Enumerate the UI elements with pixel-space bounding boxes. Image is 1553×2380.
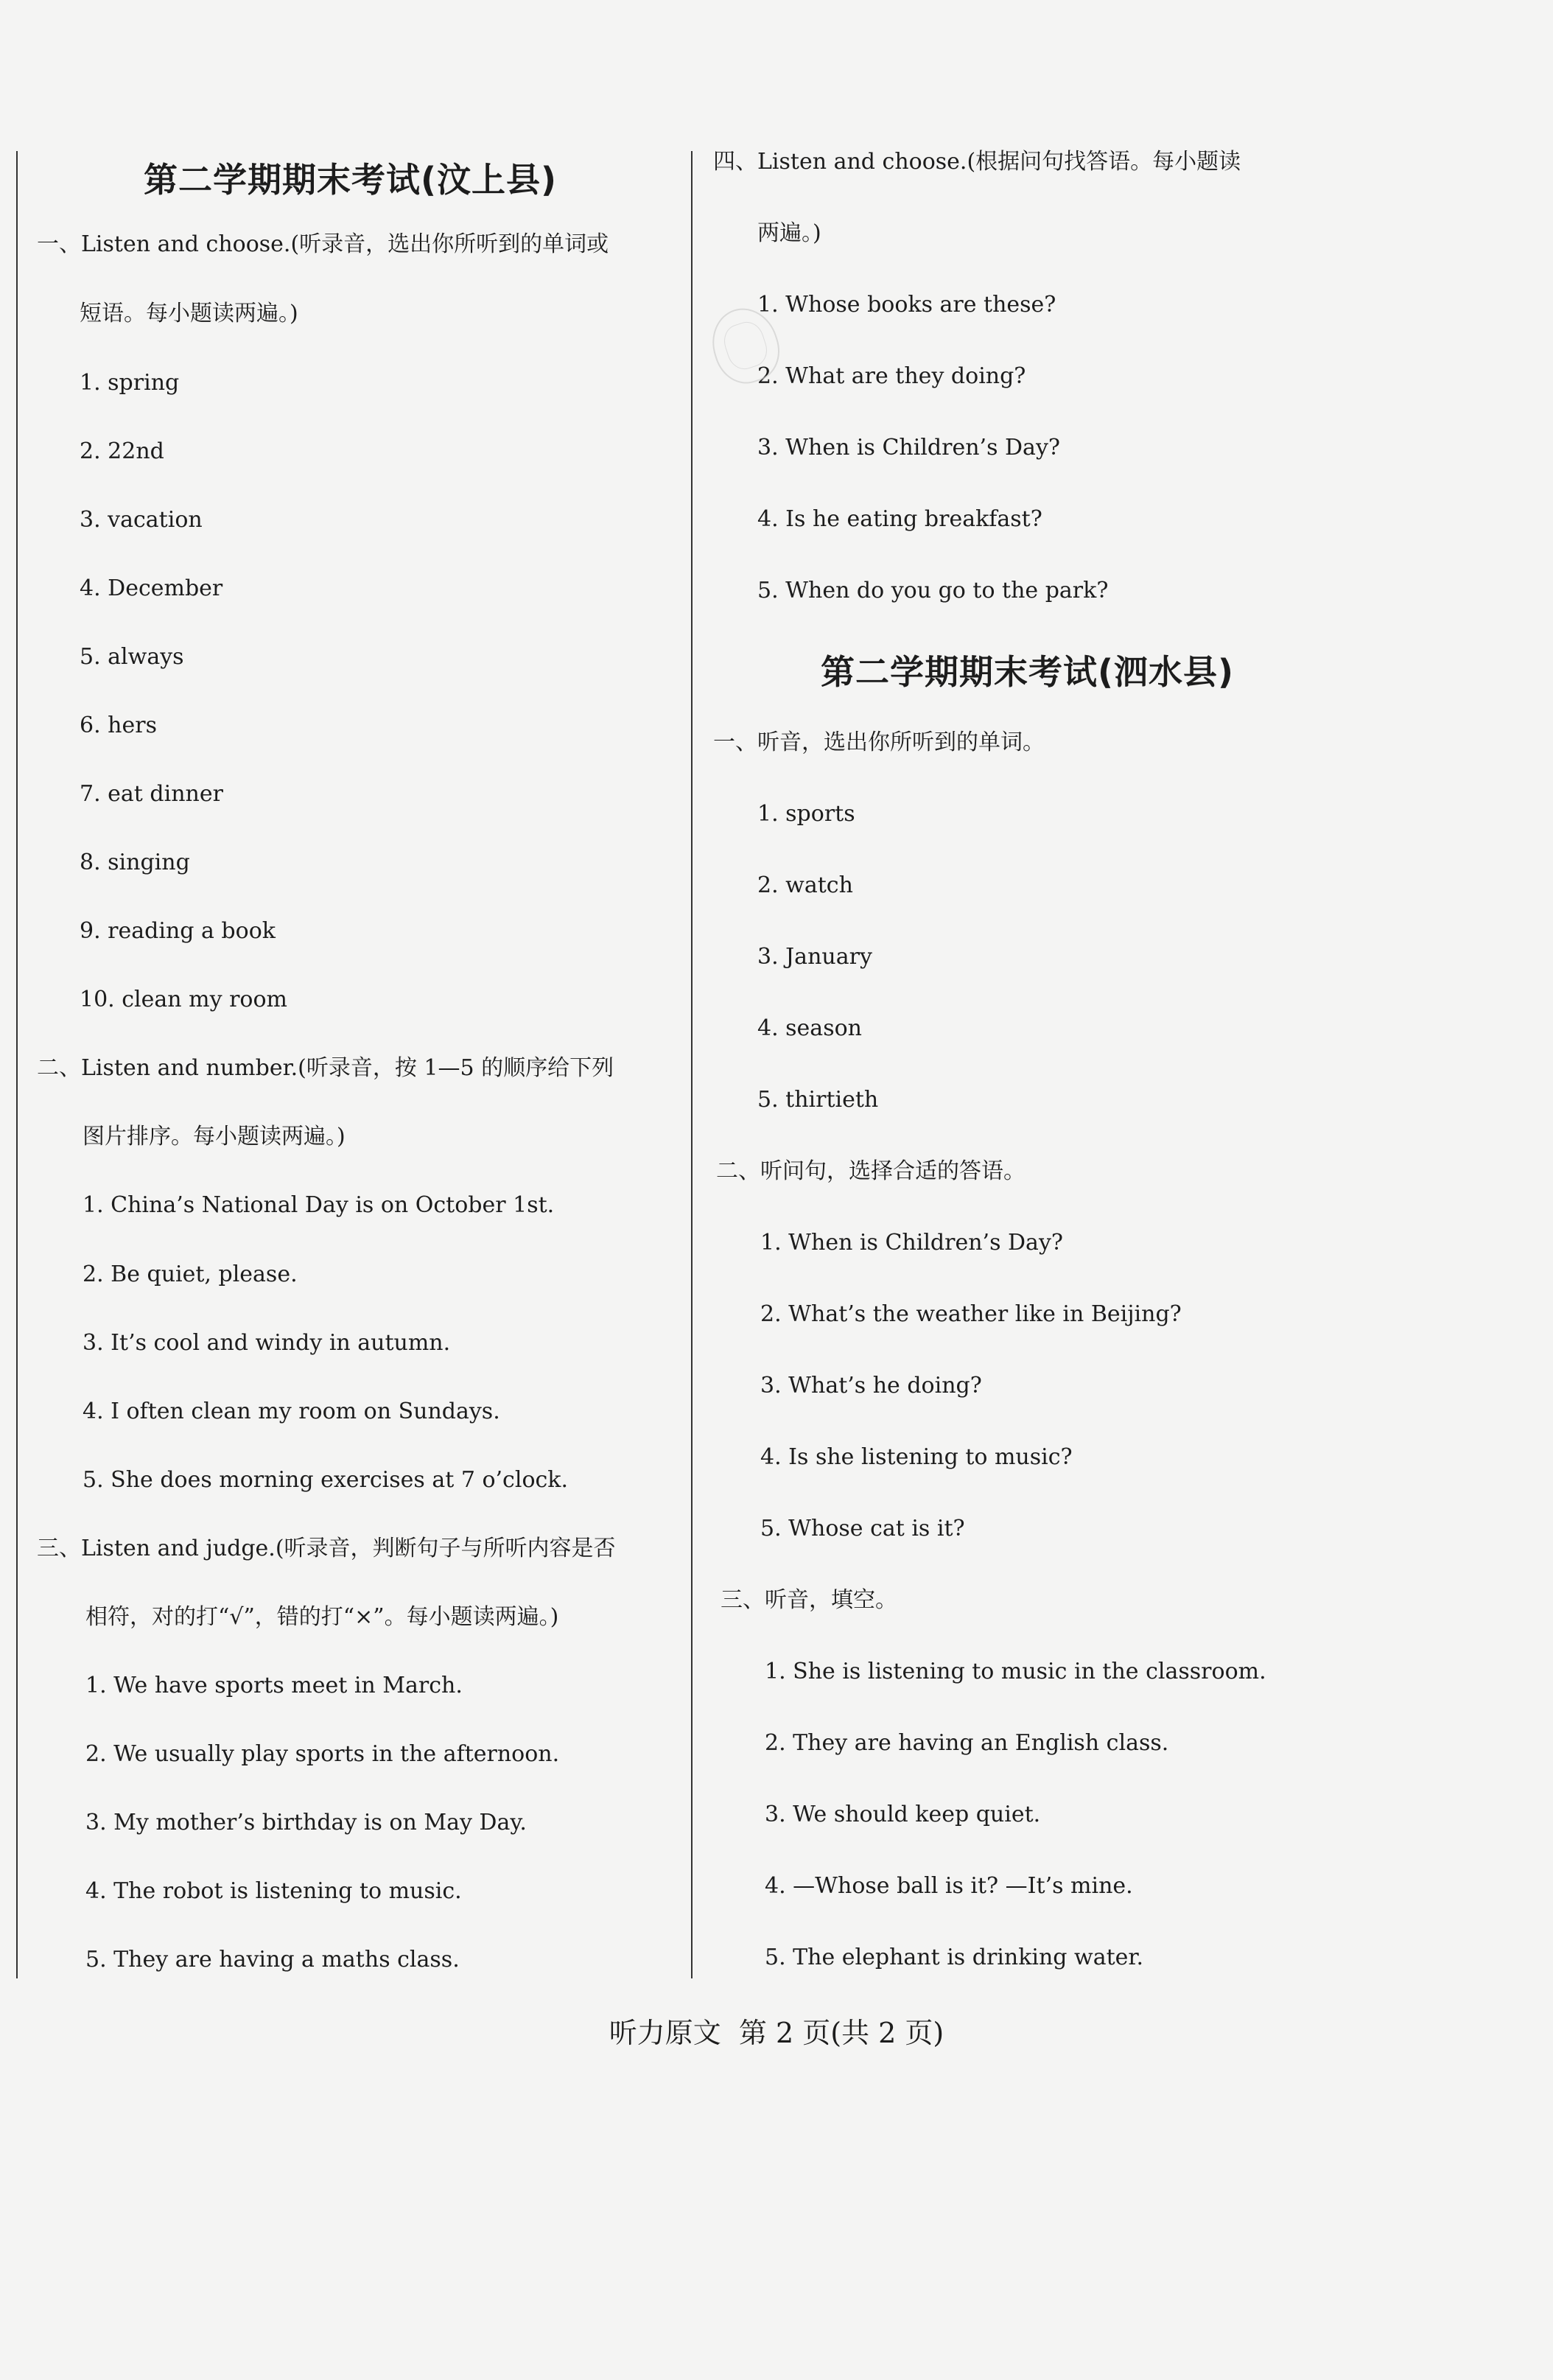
list-item: 5. They are having a maths class.: [85, 1947, 460, 1973]
list-item: 5. The elephant is drinking water.: [765, 1945, 1143, 1970]
list-item: 2. They are having an English class.: [765, 1730, 1169, 1756]
right-exam-title: 第二学期期末考试(泗水县): [821, 652, 1235, 692]
list-item: 1. She is listening to music in the classroom.: [765, 1659, 1266, 1684]
list-item: 3. We should keep quiet.: [765, 1802, 1041, 1827]
section-2-heading-cont: 图片排序。每小题读两遍。): [83, 1124, 346, 1149]
section-2-heading: 二、Listen and number.(听录音，按 1—5 的顺序给下列: [37, 1055, 614, 1081]
left-exam-title: 第二学期期末考试(汶上县): [144, 160, 558, 200]
page-footer: 听力原文 第 2 页(共 2 页): [609, 2017, 944, 2049]
section-1-heading-cont: 短语。每小题读两遍。): [80, 301, 298, 326]
list-item: 9. reading a book: [80, 918, 276, 944]
list-item: 2. We usually play sports in the afternoon.: [85, 1741, 560, 1767]
list-item: 1. We have sports meet in March.: [85, 1673, 463, 1698]
section-3-heading: 三、Listen and judge.(听录音，判断句子与所听内容是否: [37, 1536, 616, 1561]
section-1-heading: 一、Listen and choose.(听录音，选出你所听到的单词或: [37, 231, 609, 257]
list-item: 5. When do you go to the park?: [757, 578, 1109, 603]
section-3-heading: 三、听音，填空。: [721, 1587, 897, 1613]
left-border-rule: [16, 151, 18, 1978]
list-item: 8. singing: [80, 850, 190, 875]
section-1-heading: 一、听音，选出你所听到的单词。: [713, 729, 1045, 755]
list-item: 5. Whose cat is it?: [760, 1516, 965, 1541]
list-item: 3. It’s cool and windy in autumn.: [83, 1330, 451, 1356]
list-item: 2. What are they doing?: [757, 363, 1026, 389]
list-item: 2. What’s the weather like in Beijing?: [760, 1301, 1182, 1327]
list-item: 4. Is he eating breakfast?: [757, 506, 1042, 532]
list-item: 4. Is she listening to music?: [760, 1444, 1073, 1470]
column-divider: [691, 151, 693, 1978]
list-item: 4. —Whose ball is it? —It’s mine.: [765, 1873, 1133, 1899]
list-item: 5. She does morning exercises at 7 o’clock.: [83, 1467, 569, 1493]
list-item: 10. clean my room: [80, 987, 287, 1012]
list-item: 2. 22nd: [80, 438, 164, 464]
section-3-heading-cont: 相符，对的打“√”，错的打“×”。每小题读两遍。): [85, 1604, 559, 1630]
list-item: 3. When is Children’s Day?: [757, 435, 1060, 461]
list-item: 5. always: [80, 644, 184, 670]
list-item: 1. spring: [80, 370, 180, 396]
list-item: 3. vacation: [80, 507, 203, 533]
section-4-heading: 四、Listen and choose.(根据问句找答语。每小题读: [713, 149, 1241, 175]
list-item: 2. watch: [757, 872, 853, 898]
list-item: 4. December: [80, 575, 223, 601]
list-item: 4. I often clean my room on Sundays.: [83, 1399, 500, 1424]
list-item: 3. My mother’s birthday is on May Day.: [85, 1810, 527, 1835]
list-item: 6. hers: [80, 713, 157, 738]
list-item: 5. thirtieth: [757, 1087, 879, 1113]
section-2-heading: 二、听问句，选择合适的答语。: [716, 1158, 1026, 1184]
section-4-heading-cont: 两遍。): [757, 220, 821, 246]
list-item: 1. When is Children’s Day?: [760, 1230, 1063, 1256]
list-item: 1. Whose books are these?: [757, 292, 1056, 318]
list-item: 1. China’s National Day is on October 1st.: [83, 1192, 555, 1218]
list-item: 7. eat dinner: [80, 781, 223, 807]
list-item: 2. Be quiet, please.: [83, 1261, 298, 1287]
list-item: 3. What’s he doing?: [760, 1373, 982, 1399]
list-item: 4. The robot is listening to music.: [85, 1878, 462, 1904]
list-item: 4. season: [757, 1015, 862, 1041]
list-item: 1. sports: [757, 801, 855, 827]
list-item: 3. January: [757, 944, 872, 970]
